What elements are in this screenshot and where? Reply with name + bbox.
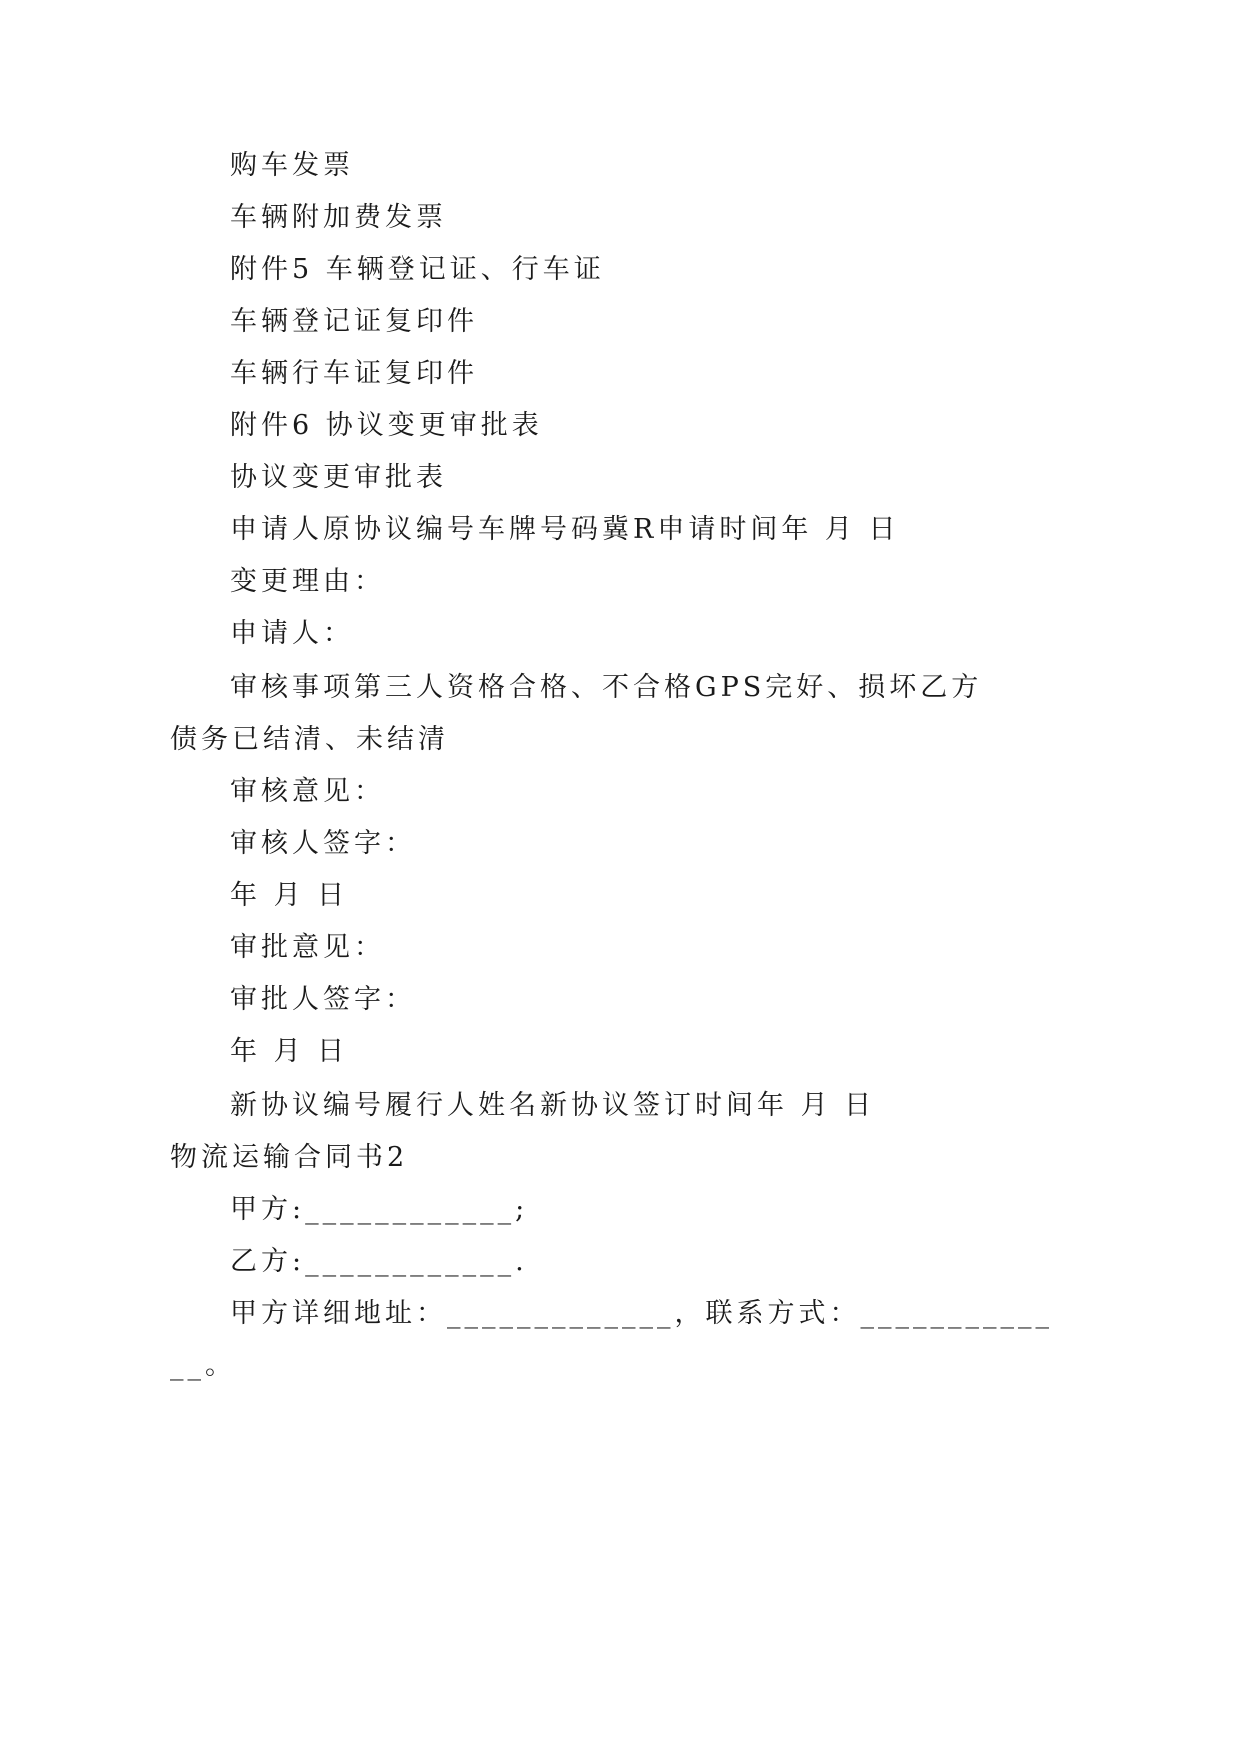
line-party-a: 甲方:____________; — [230, 1194, 529, 1225]
line-contract-title: 物流运输合同书2 — [170, 1142, 409, 1173]
line-approval-date: 年 月 日 — [230, 1036, 349, 1067]
line-surcharge-invoice: 车辆附加费发票 — [230, 202, 447, 233]
line-approver-signature: 审批人签字： — [230, 984, 416, 1015]
line-purchase-invoice: 购车发票 — [230, 150, 354, 181]
line-review-opinion: 审核意见： — [230, 776, 385, 807]
line-party-a-address: 甲方详细地址：_____________，联系方式：___________ — [230, 1298, 1053, 1329]
line-registration-copy: 车辆登记证复印件 — [230, 306, 478, 337]
line-review-items: 审核事项第三人资格合格、不合格GPS完好、损坏乙方 — [230, 672, 983, 703]
line-party-a-address-cont: __。 — [170, 1350, 236, 1381]
line-applicant: 申请人： — [230, 618, 354, 649]
line-approval-opinion: 审批意见： — [230, 932, 385, 963]
line-party-b: 乙方:____________. — [230, 1246, 528, 1277]
line-license-copy: 车辆行车证复印件 — [230, 358, 478, 389]
line-attachment-6: 附件6 协议变更审批表 — [230, 410, 543, 441]
line-reviewer-signature: 审核人签字： — [230, 828, 416, 859]
line-attachment-5: 附件5 车辆登记证、行车证 — [230, 254, 605, 285]
line-change-reason: 变更理由： — [230, 566, 385, 597]
line-review-date: 年 月 日 — [230, 880, 349, 911]
line-review-items-cont: 债务已结清、未结清 — [170, 724, 449, 755]
line-applicant-info: 申请人原协议编号车牌号码冀R申请时间年 月 日 — [230, 514, 900, 545]
line-change-form-title: 协议变更审批表 — [230, 462, 447, 493]
line-new-agreement: 新协议编号履行人姓名新协议签订时间年 月 日 — [230, 1090, 876, 1121]
